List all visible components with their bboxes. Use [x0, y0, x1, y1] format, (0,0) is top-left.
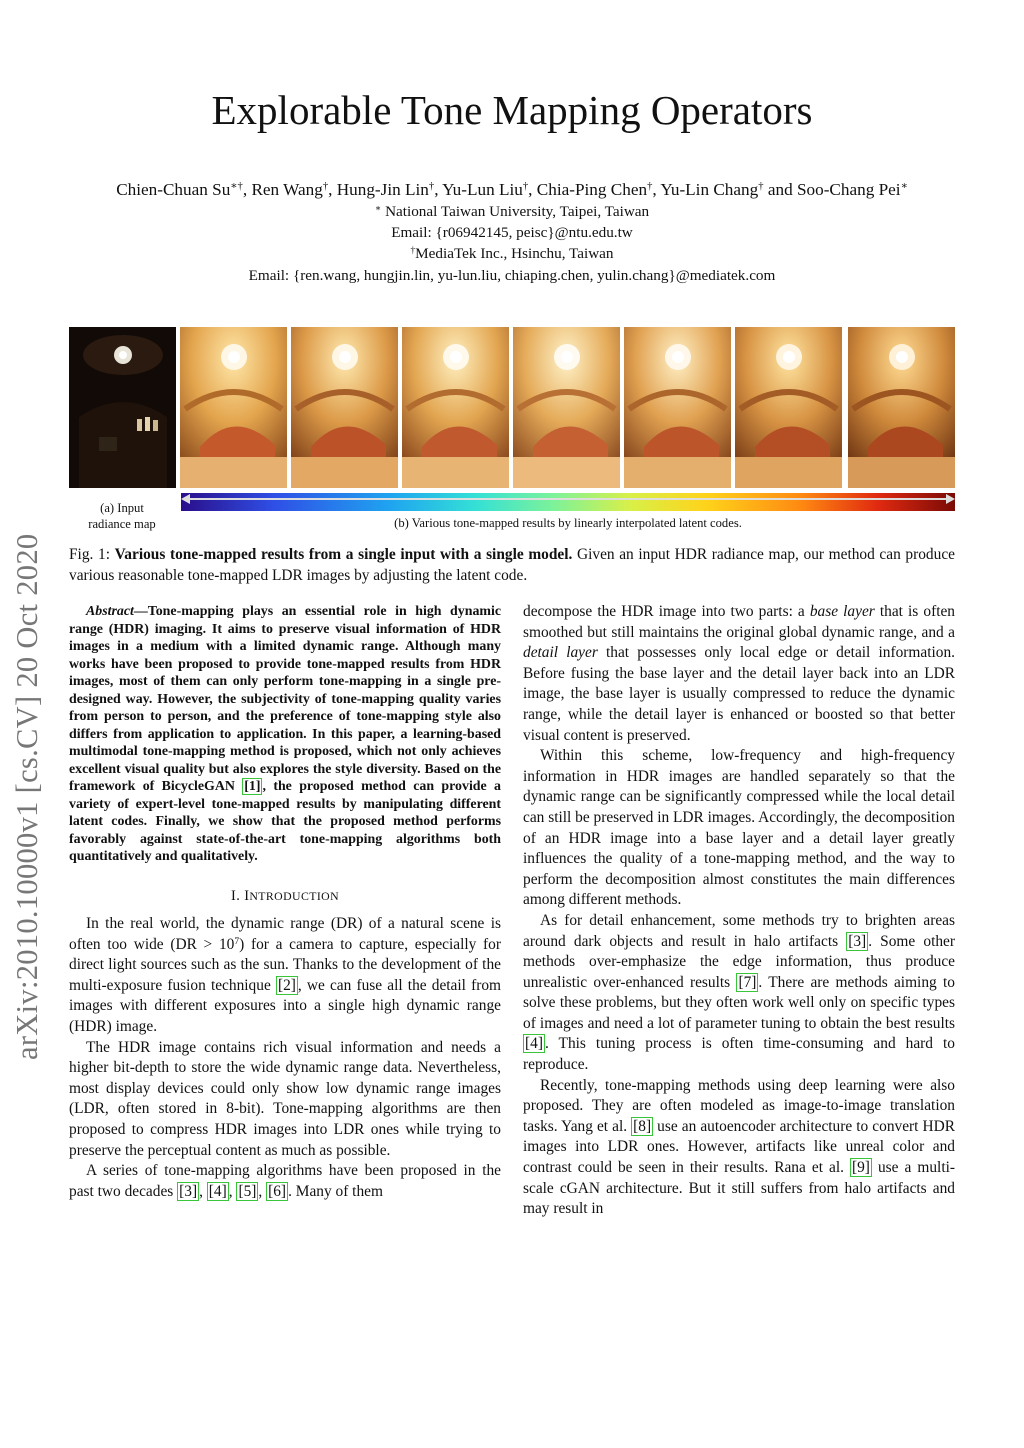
arrow-left-icon: [181, 494, 190, 504]
subcaption-a: [70, 500, 174, 532]
latent-code-colorbar: [181, 493, 955, 511]
double-arrow-icon: [187, 498, 949, 500]
section-heading-introduction: [69, 886, 501, 907]
paragraph-text: . Some other methods over-emphasize the edge information, thus produce unrealistic over-enhanced results: [523, 932, 955, 991]
author-name: , Ren Wang: [242, 180, 323, 199]
author-mark: †: [647, 181, 653, 193]
paragraph-text: . Many of them: [288, 1182, 383, 1200]
body-paragraph: [523, 911, 955, 1076]
email-ntu: Email: {r06942145, peisc}@ntu.edu.tw: [391, 224, 633, 241]
author-mark: †: [322, 181, 329, 193]
paragraph-text: Recently, tone-mapping methods using deep learning were also proposed. They are often modeled as image-to-image translation tasks. Yang et al.: [523, 1076, 955, 1135]
citation-link[interactable]: [4]: [525, 1035, 543, 1053]
separator: ,: [199, 1182, 207, 1200]
tone-mapped-result-image: [624, 327, 731, 488]
author-name: , Chia-Ping Chen: [528, 180, 648, 199]
citation-link[interactable]: [1]: [244, 779, 261, 794]
intro-paragraph: The HDR image contains rich visual information and needs a higher bit-depth to store the wide dynamic range data. Nevertheless, most display devices could only show low dynamic range images (LDR, often stored in 8-bit). Tone-mapping algorithms are then proposed to compress HDR images into LDR ones while trying to preserve the perceptual content as much as possible.: [69, 1038, 501, 1159]
affiliation-mark: ∗: [374, 203, 382, 214]
paragraph-text: that is often smoothed but still maintains the original global dynamic range, and a: [523, 603, 955, 641]
figure-caption-text: Given an input HDR radiance map, our method can produce various reasonable tone-mapped LDR images by adjusting the latent code.: [69, 546, 955, 584]
abstract-dash: —: [133, 604, 148, 619]
affiliation-mark: †: [410, 245, 416, 256]
subcaption-a-line: (a) Input: [100, 501, 144, 515]
citation-link[interactable]: [4]: [208, 1182, 227, 1200]
tone-mapped-result-image: [180, 327, 287, 488]
subcaption-a-line: radiance map: [88, 517, 156, 531]
citation-link[interactable]: [5]: [238, 1182, 257, 1200]
author-name: , Yu-Lin Chang: [652, 180, 759, 199]
section-title-initial: I: [244, 887, 250, 904]
paragraph-text: A series of tone-mapping algorithms have been proposed in the past two decades: [69, 1162, 501, 1200]
paragraph-text: . There are methods aiming to solve these problems, but they often work well only on specific types of images and need a lot of parameter tuning to obtain the best results: [523, 973, 955, 1032]
left-column: [69, 603, 501, 1202]
author-name: , Yu-Lun Liu: [434, 180, 523, 199]
term-detail-layer: detail layer: [523, 644, 598, 662]
input-radiance-map-image: [69, 327, 176, 488]
paragraph-text: decompose the HDR image into two parts: a: [523, 603, 810, 620]
affiliation-ntu-text: National Taiwan University, Taipei, Taiwan: [381, 203, 650, 220]
citation-link[interactable]: [7]: [738, 973, 757, 991]
abstract-text: , the proposed method can provide a variety of expert-level tone-mapped results by manipulating different latent codes. Finally, we show that the proposed method performs favorably against state-of-the-art tone-mapping algorithms both quantitatively and qualitatively.: [69, 779, 501, 864]
paragraph-text: . This tuning process is often time-consuming and hard to reproduce.: [523, 1035, 955, 1074]
subcaption-b: (b) Various tone-mapped results by linearly interpolated latent codes.: [394, 516, 742, 530]
section-title-rest: NTRODUCTION: [249, 888, 339, 903]
paper-title: Explorable Tone Mapping Operators: [211, 87, 813, 133]
exponent: 7: [234, 935, 240, 947]
figure-1-images: [69, 327, 955, 488]
author-mark: †: [428, 181, 435, 193]
abstract-text: Tone-mapping plays an essential role in high dynamic range (HDR) imaging. It aims to preserve visual information of HDR images in a medium with a limited dynamic range. Although many works have been proposed to provide tone-mapped results from HDR images, most of them can only perform tone-mapping in a single pre-designed way. However, the subjectivity of tone-mapping quality varies from person to person, and the preference of tone-mapping style also differs from application to application. In this paper, a learning-based multimodal tone-mapping method is proposed, which not only achieves excellent visual quality but also explores the style diversity. Based on the framework of BicycleGAN: [69, 604, 501, 794]
citation-link[interactable]: [6]: [268, 1182, 287, 1200]
tone-mapped-result-image: [735, 327, 842, 488]
abstract-label: Abstract: [86, 604, 134, 619]
author-list: [0, 180, 1024, 200]
author-mark: †: [758, 181, 764, 193]
figure-caption: [69, 544, 955, 586]
citation-link[interactable]: [9]: [851, 1159, 870, 1177]
body-paragraph: [523, 1076, 955, 1220]
figure-label: Fig. 1:: [69, 546, 115, 563]
paragraph-text: ) for a camera to capture, especially for direct light sources such as the sun. Thanks to the development of the multi-exposure fusion technique: [69, 935, 501, 994]
citation-link[interactable]: [8]: [633, 1117, 652, 1135]
tone-mapped-result-image: [402, 327, 509, 488]
affiliation-ntu: [0, 203, 1024, 221]
right-column: [523, 602, 955, 1220]
body-paragraph: Within this scheme, low-frequency and high-frequency information in HDR images are handled separately so that the dynamic range can be significantly compressed while the local detail can still be preserved in LDR images. Accordingly, the decomposition of an HDR image into a base layer and a detail layer greatly influences the quality of a tone-mapping method, and the way to perform the decomposition almost constitutes the main differences among different methods.: [523, 747, 955, 909]
paragraph-text: use a multi-scale cGAN architecture. But it still suffers from halo artifacts and may result in: [523, 1159, 955, 1218]
citation-link[interactable]: [2]: [277, 976, 296, 994]
paragraph-text: use an autoencoder architecture to convert HDR images into LDR ones. However, artifacts like unreal color and contrast could be seen in their results. Rana et al.: [523, 1117, 955, 1177]
author-mark: ∗: [900, 181, 908, 193]
citation-link[interactable]: [3]: [179, 1182, 198, 1200]
figure-caption-bold: Various tone-mapped results from a single input with a single model.: [114, 546, 573, 563]
author-name: and Soo-Chang Pei: [763, 180, 901, 199]
separator: ,: [228, 1182, 237, 1200]
author-name: , Hung-Jin Lin: [328, 180, 429, 199]
paragraph-text: that possesses only local edge or detail information. Before fusing the base layer and the detail layer back into an LDR image, the base layer is usually compressed to reduce the dynamic range, while the detail layer is enhanced or boosted so that better visual content is preserved.: [523, 644, 955, 744]
body-paragraph: [523, 602, 955, 746]
arrow-right-icon: [946, 494, 955, 504]
author-mark: †: [522, 181, 529, 193]
tone-mapped-result-image: [513, 327, 620, 488]
email-mediatek: Email: {ren.wang, hungjin.lin, yu-lun.liu, chiaping.chen, yulin.chang}@mediatek.com: [248, 267, 776, 284]
section-number: I.: [231, 887, 245, 904]
abstract: [69, 603, 501, 866]
affiliation-mediatek: [0, 245, 1024, 263]
author-mark: ∗†: [230, 181, 243, 193]
separator: ,: [258, 1182, 267, 1200]
intro-paragraph: [69, 914, 501, 1038]
paragraph-text: , we can fuse all the detail from images with different exposures into a single high dynamic range (HDR) image.: [69, 976, 502, 1036]
affiliation-mediatek-text: MediaTek Inc., Hsinchu, Taiwan: [415, 245, 614, 262]
arxiv-identifier: arXiv:2010.10000v1 [cs.CV] 20 Oct 2020: [10, 533, 44, 1060]
author-name: Chien-Chuan Su: [116, 180, 231, 199]
tone-mapped-result-image: [291, 327, 398, 488]
paragraph-text: In the real world, the dynamic range (DR) of a natural scene is often too wide (DR > 10: [69, 915, 501, 953]
paragraph-text: As for detail enhancement, some methods try to brighten areas around dark objects and result in halo artifacts: [523, 911, 955, 950]
tone-mapped-result-image: [848, 327, 955, 488]
intro-paragraph: [69, 1161, 501, 1202]
term-base-layer: base layer: [809, 603, 875, 620]
citation-link[interactable]: [3]: [848, 932, 867, 950]
